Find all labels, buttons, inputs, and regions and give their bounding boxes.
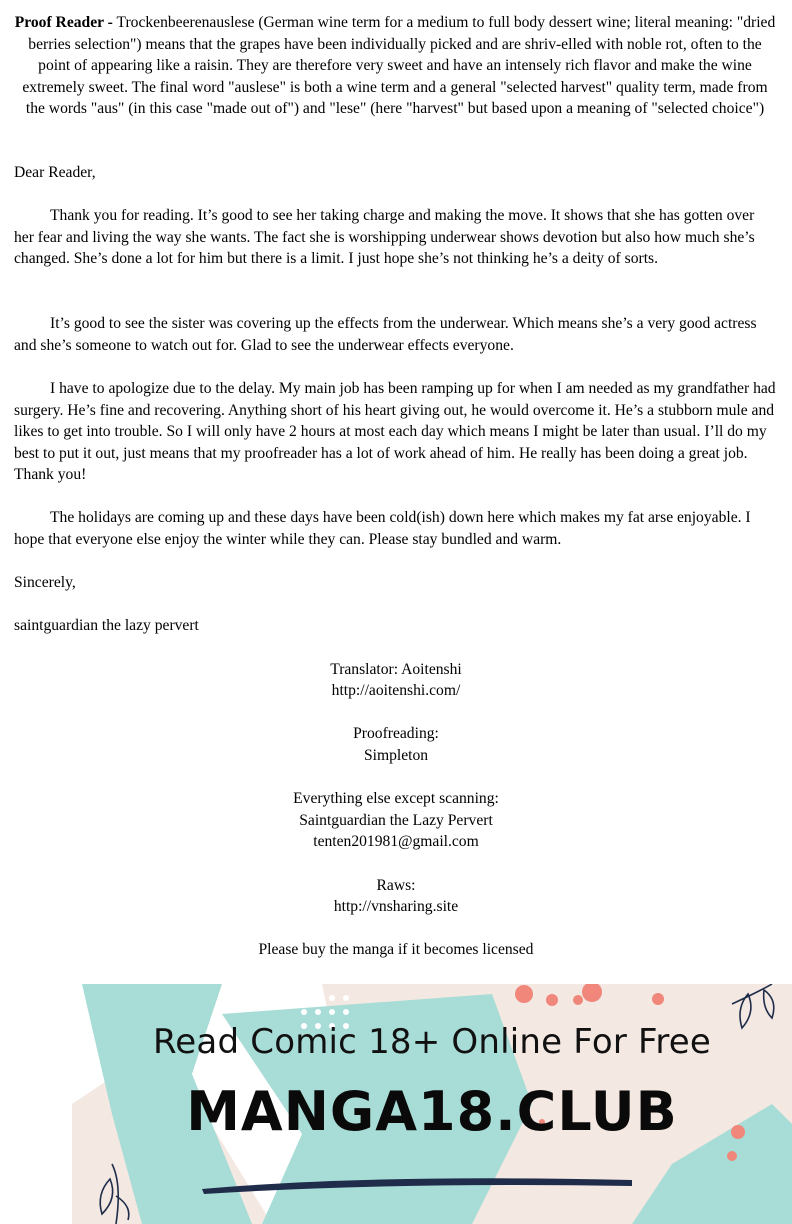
letter-paragraph: The holidays are coming up and these days have been cold(ish) down here which makes my fat arse enjoyable. I hope that everyone else enjoy the winter while they can. Please stay bundled and warm. (14, 509, 751, 548)
letter-paragraph: I have to apologize due to the delay. My main job has been ramping up for when I am needed as my grandfather had surgery. He’s fine and recovering. Anything short of his heart giving out, he would overcome it. He’s a stubborn mule and likes to get into trouble. So I will only have 2 hours at most each day which means I might be later than usual. I’ll do my best to put it out, just means that my proofreader has a lot of work ahead of him. He really has been doing a great job. Thank you! (14, 380, 776, 484)
letter-signature: saintguardian the lazy pervert (14, 617, 199, 634)
letter-greeting: Dear Reader, (14, 164, 96, 181)
credit-translator: Translator: Aoitenshi (330, 661, 462, 678)
proofreader-note (12, 12, 778, 120)
credit-raws-label: Raws: (376, 877, 416, 894)
banner-site-name[interactable]: MANGA18.CLUB (186, 1080, 678, 1143)
letter-paragraph: Thank you for reading. It’s good to see her taking charge and making the move. It shows that she has gotten over her fear and living the way she wants. The fact she is worshipping underwear shows devotion but also how much she’s changed. She’s done a lot for him but there is a limit. I just hope she’s not thinking he’s a deity of sorts. (14, 207, 755, 268)
credit-email: tenten201981@gmail.com (313, 833, 479, 850)
license-note: Please buy the manga if it becomes licensed (258, 941, 534, 958)
letter-closing: Sincerely, (14, 574, 76, 591)
credit-translator-url: http://aoitenshi.com/ (331, 682, 461, 699)
credit-proofreader: Simpleton (363, 747, 429, 764)
credit-everything-name: Saintguardian the Lazy Pervert (299, 812, 493, 829)
proofreader-label: Proof Reader - (14, 14, 113, 31)
banner-tagline: Read Comic 18+ Online For Free (153, 1022, 711, 1062)
proofreader-note-text: Trockenbeerenauslese (German wine term for a medium to full body dessert wine; literal meaning: "dried berries selection") means that the grapes have been individually picked and are shriv-elled with noble rot, often to the point of appearing like a raisin. They are therefore very sweet and have an intensely rich flavor and make the wine extremely sweet. The final word "auslese" is both a wine term and a general "selected harvest" quality term, made from the words "aus" (in this case "made out of") and "lese" (here "harvest" but based upon a meaning of "selected choice") (22, 14, 776, 118)
credit-raws-url: http://vnsharing.site (333, 898, 459, 915)
credit-everything-label: Everything else except scanning: (293, 790, 499, 807)
credit-proofreading-label: Proofreading: (353, 725, 439, 742)
letter-paragraph: It’s good to see the sister was covering up the effects from the underwear. Which means she’s a very good actress and she’s someone to watch out for. Glad to see the underwear effects everyone. (14, 315, 757, 354)
